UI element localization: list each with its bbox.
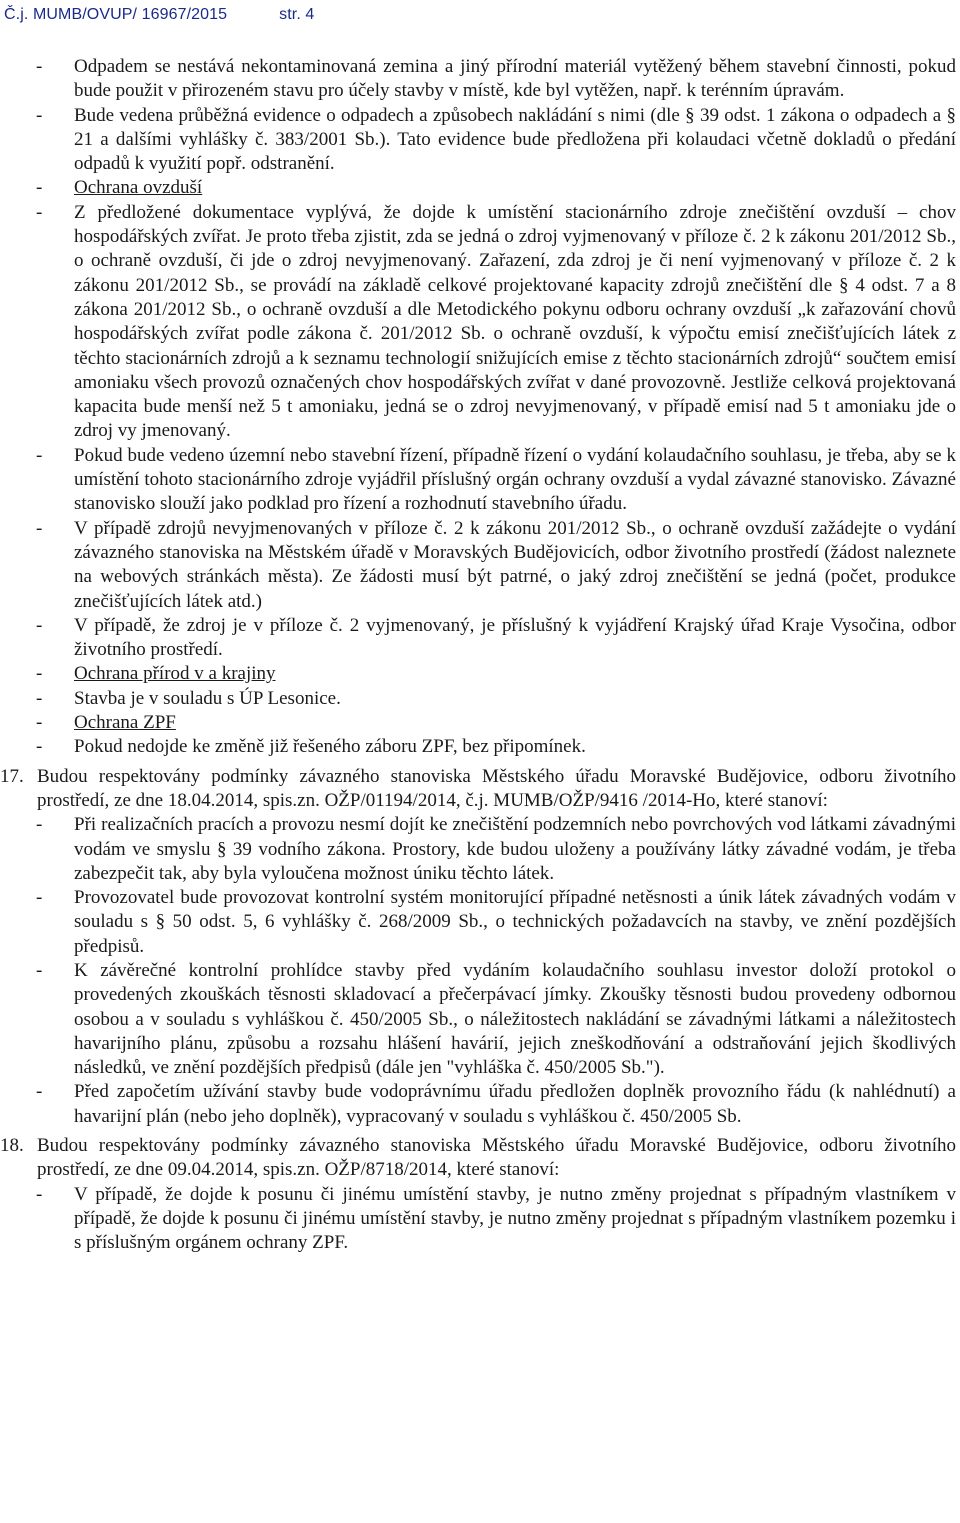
- dash-marker: -: [36, 712, 43, 734]
- list-item: [0, 959, 960, 1080]
- dash-marker: -: [36, 736, 43, 758]
- list-item: [0, 201, 960, 444]
- section-heading-ovzdusi: Ochrana ovzduší: [74, 177, 203, 199]
- section-number: 18.: [0, 1135, 24, 1157]
- paragraph-text: Stavba je v souladu s ÚP Lesonice.: [74, 687, 341, 709]
- page-header: [4, 6, 314, 24]
- section-heading-prirody: Ochrana přírod v a krajiny: [74, 663, 276, 685]
- dash-marker: -: [36, 959, 43, 981]
- section-intro: Budou respektovány podmínky závazného stanoviska Městského úřadu Moravské Budějovice, odboru životního prostředí, ze dne 09.04.2014, spis.zn. OŽP/8718/2014, které stanoví:: [37, 1135, 956, 1181]
- numbered-section-18: [0, 1134, 960, 1183]
- dash-marker: -: [36, 614, 43, 636]
- list-item: [0, 104, 960, 177]
- section-heading-zpf: Ochrana ZPF: [74, 712, 176, 734]
- paragraph-text: Bude vedena průběžná evidence o odpadech a způsobech nakládání s nimi (dle § 39 odst. 1 zákona o odpadech a § 21 a dalšími vyhlášky č. 383/2001 Sb.). Tato evidence bude předložena při kolaudaci včetně dokladů o předání odpadů k využití popř. odstranění.: [74, 104, 956, 175]
- dash-marker: -: [36, 444, 43, 466]
- list-item: [0, 444, 960, 517]
- dash-marker: -: [36, 814, 43, 836]
- paragraph-text: Z předložené dokumentace vyplývá, že dojde k umístění stacionárního zdroje znečištění ovzduší – chov hospodářských zvířat. Je proto třeba zjistit, zda se jedná o zdroj vyjmenovaný v příloze č. 2 k zákonu 201/2012 Sb., o ochraně ovzduší, či jde o zdroj nevyjmenovaný. Zařazení, zda zdroj je či není vyjmenovaný v příloze č. 2 k zákonu 201/2012 Sb., se provádí na základě celkové projektované kapacity zdrojů znečištění dle § 4 odst. 7 a 8 zákona 201/2012 Sb., o ochraně ovzduší a dle Metodického pokynu odboru ochrany ovzduší „k zařazování chovů hospodářských zvířat podle zákona č. 201/2012 Sb. o ochraně ovzduší, k výpočtu emisí znečišťujících látek z těchto stacionárních zdrojů a k seznamu technologií snižujících emise z těchto stacionárních zdrojů“ součtem emisí amoniaku všech provozů označených chov hospodářských zvířat v dané provozovně. Jestliže celková projektovaná kapacita bude menší než 5 t amoniaku, jedná se o zdroj nevyjmenovaný, v případě emisí nad 5 t amoniaku jde o zdroj vy jmenovaný.: [74, 201, 956, 442]
- dash-marker: -: [36, 104, 43, 126]
- list-item: [0, 1080, 960, 1129]
- paragraph-text: Odpadem se nestává nekontaminovaná zemina a jiný přírodní materiál vytěžený během stavební činnosti, pokud bude použit v přirozeném stavu pro účely stavby v místě, kde byl vytěžen, např. k terénním úpravám.: [74, 56, 956, 102]
- list-item: [0, 1183, 960, 1256]
- dash-marker: -: [36, 887, 43, 909]
- list-item: [0, 813, 960, 886]
- list-item: [0, 687, 960, 711]
- dash-marker: -: [36, 177, 43, 199]
- list-item: [0, 176, 960, 200]
- paragraph-text: K závěrečné kontrolní prohlídce stavby před vydáním kolaudačního souhlasu investor doloží protokol o provedených zkouškách těsnosti skladovací a přečerpávací jímky. Zkoušky těsnosti budou provedeny odbornou osobou a v souladu s vyhláškou č. 450/2005 Sb., o náležitostech nakládání se závadnými látkami a náležitostech havarijního plánu, způsobu a rozsahu hlášení havárií, jejich zneškodňování a odstraňování jejich škodlivých následků, ve znění pozdějších předpisů (dále jen "vyhláška č. 450/2005 Sb.").: [74, 959, 956, 1079]
- dash-marker: -: [36, 56, 43, 77]
- dash-marker: -: [36, 687, 43, 709]
- paragraph-text: Pokud bude vedeno územní nebo stavební řízení, případně řízení o vydání kolaudačního souhlasu, je třeba, aby se k umístění tohoto stacionárního zdroje vyjádřil příslušný orgán ochrany ovzduší a vydal závazné stanovisko. Závazné stanovisko slouží jako podklad pro řízení a rozhodnutí stavebního úřadu.: [74, 444, 956, 515]
- list-item: [0, 886, 960, 959]
- dash-marker: -: [36, 517, 43, 539]
- document-body: [0, 55, 960, 1256]
- paragraph-text: V případě, že dojde k posunu či jinému umístění stavby, je nutno změny projednat s případným vlastníkem v případě, že dojde k posunu či jinému umístění stavby, je nutno změny projednat s případným vlastníkem pozemku i s příslušným orgánem ochrany ZPF.: [74, 1183, 956, 1254]
- page-number: str. 4: [279, 6, 315, 23]
- list-item: [0, 517, 960, 614]
- paragraph-text: Pokud nedojde ke změně již řešeného záboru ZPF, bez připomínek.: [74, 736, 586, 758]
- list-item: [0, 55, 960, 104]
- paragraph-text: Před započetím užívání stavby bude vodoprávnímu úřadu předložen doplněk provozního řádu (k nahlédnutí) a havarijní plán (nebo jeho doplněk), vypracovaný v souladu s vyhláškou č. 450/2005 Sb.: [74, 1081, 956, 1127]
- paragraph-text: V případě zdrojů nevyjmenovaných v příloze č. 2 k zákonu 201/2012 Sb., o ochraně ovzduší zažádejte o vydání závazného stanoviska na Městském úřadě v Moravských Budějovicích, odbor životního prostředí (žádost naleznete na webových stránkách města). Ze žádosti musí být patrné, o jaký zdroj znečištění se jedná (počet, produkce znečišťujících látek atd.): [74, 517, 956, 612]
- dash-marker: -: [36, 1183, 43, 1205]
- section-intro: Budou respektovány podmínky závazného stanoviska Městského úřadu Moravské Budějovice, odboru životního prostředí, ze dne 18.04.2014, spis.zn. OŽP/01194/2014, č.j. MUMB/OŽP/9416 /2014-Ho, které stanoví:: [37, 765, 956, 811]
- section-number: 17.: [0, 765, 24, 787]
- list-item: [0, 614, 960, 663]
- list-item: [0, 711, 960, 735]
- list-item: [0, 662, 960, 686]
- document-reference: Č.j. MUMB/OVUP/ 16967/2015: [4, 6, 228, 23]
- dash-marker: -: [36, 663, 43, 685]
- dash-marker: -: [36, 1081, 43, 1103]
- paragraph-text: Při realizačních pracích a provozu nesmí dojít ke znečištění podzemních nebo povrchových vod látkami závadnými vodám ve smyslu § 39 vodního zákona. Prostory, kde budou uloženy a používány látky závadné vodám, je třeba zabezpečit tak, aby byla vyloučena možnost úniku těchto látek.: [74, 814, 956, 884]
- paragraph-text: V případě, že zdroj je v příloze č. 2 vyjmenovaný, je příslušný k vyjádření Krajský úřad Kraje Vysočina, odbor životního prostředí.: [74, 614, 956, 661]
- list-item: [0, 735, 960, 759]
- dash-marker: -: [36, 201, 43, 223]
- numbered-section-17: [0, 765, 960, 814]
- paragraph-text: Provozovatel bude provozovat kontrolní systém monitorující případné netěsnosti a únik látek závadných vodám v souladu s § 50 odst. 5, 6 vyhlášky č. 268/2009 Sb., o technických požadavcích na stavby, ve znění pozdějších předpisů.: [74, 887, 956, 957]
